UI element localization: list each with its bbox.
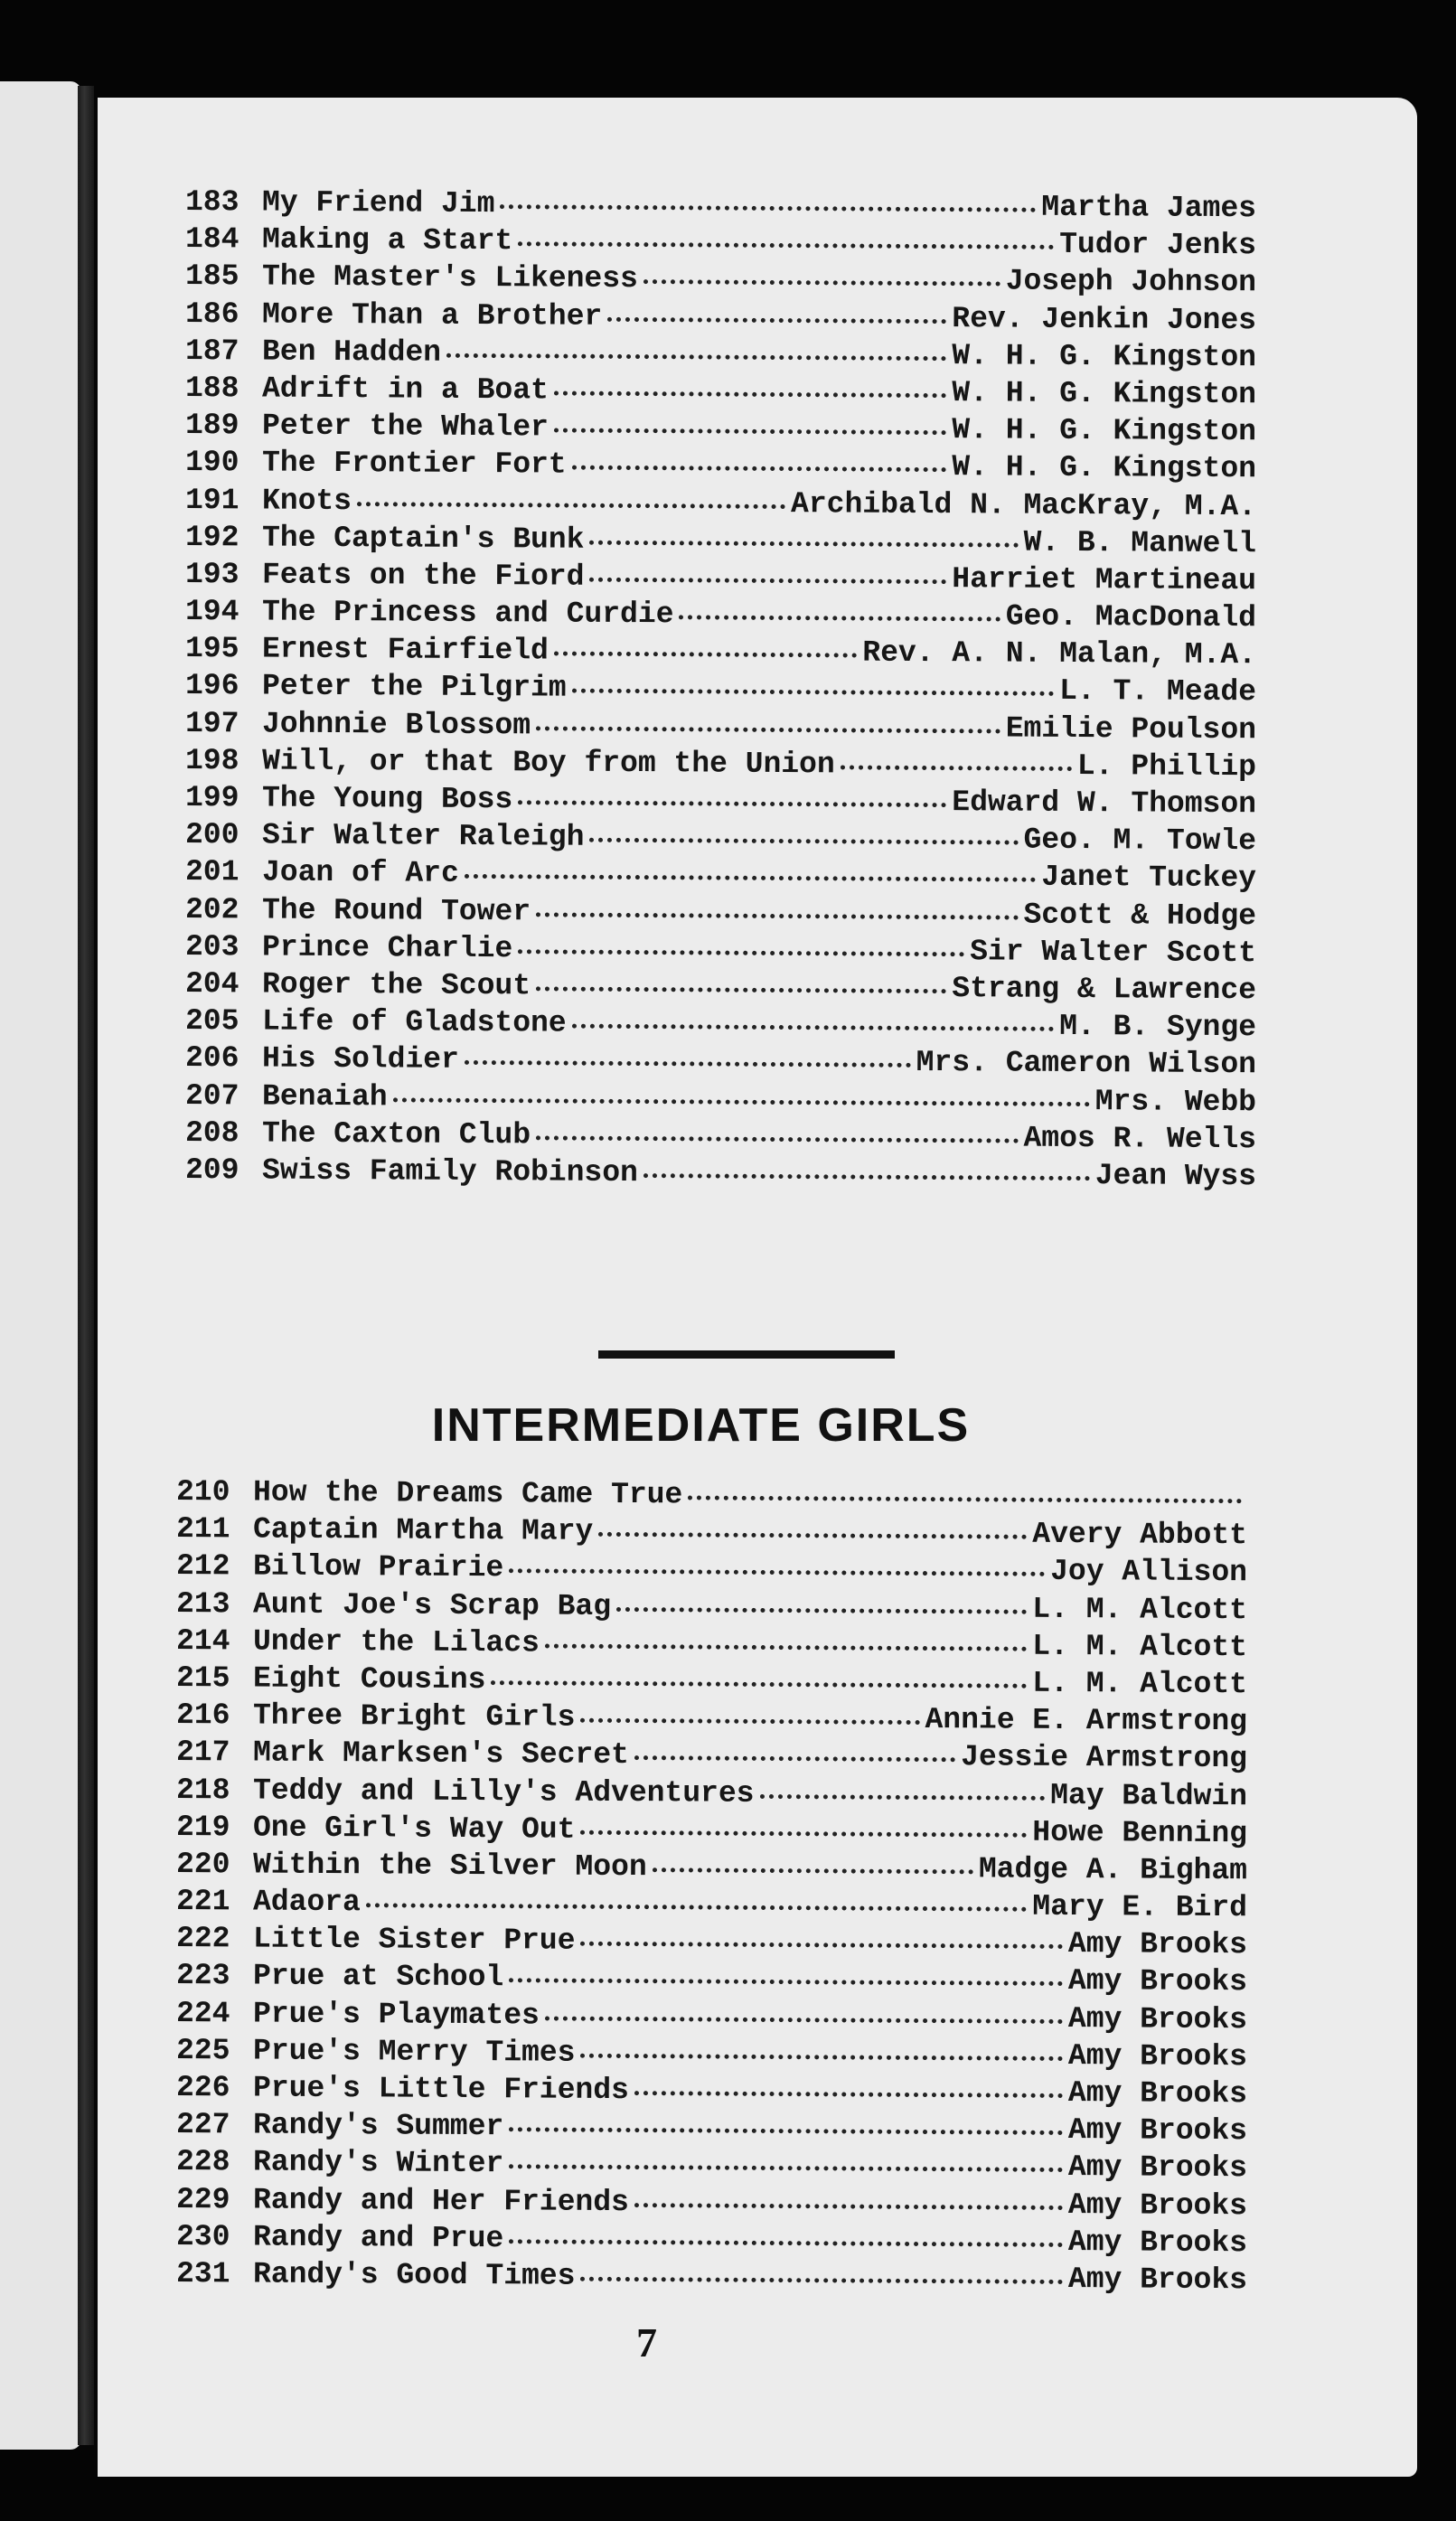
book-number: 189: [184, 409, 240, 443]
book-number: 203: [184, 929, 240, 964]
dot-leader: [634, 1755, 955, 1762]
dot-leader: [500, 204, 1036, 212]
book-title: Sir Walter Raleigh: [261, 818, 585, 854]
book-author: Harriet Martineau: [952, 562, 1257, 598]
book-title: Adaora: [252, 1885, 361, 1920]
dot-leader: [572, 466, 947, 473]
book-entry: [185, 334, 1256, 378]
dot-leader: [643, 279, 1000, 286]
book-entry: [176, 1811, 1247, 1854]
book-author: Tudor Jenks: [1059, 228, 1257, 263]
book-entry: [185, 855, 1256, 898]
book-entry: [176, 1959, 1247, 2002]
dot-leader: [536, 912, 1019, 919]
book-author: Archibald N. MacKray, M.A.: [790, 486, 1257, 523]
book-entry: [176, 1736, 1247, 1779]
dot-leader: [589, 838, 1018, 845]
book-number: 208: [184, 1115, 240, 1151]
book-author: Jean Wyss: [1094, 1159, 1257, 1194]
book-author: Edward W. Thomson: [952, 785, 1257, 822]
dot-leader: [688, 1495, 1242, 1503]
book-title: Prue's Little Friends: [252, 2071, 629, 2108]
book-number: 218: [175, 1773, 230, 1807]
book-number: 200: [184, 818, 240, 852]
book-author: May Baldwin: [1050, 1778, 1248, 1813]
dot-leader: [643, 1173, 1090, 1181]
dot-leader: [634, 2091, 1063, 2098]
dot-leader: [509, 2165, 1063, 2173]
book-entry: [176, 2257, 1247, 2300]
book-title: Ben Hadden: [261, 334, 442, 370]
dot-leader: [580, 2277, 1063, 2284]
book-author: Martha James: [1041, 190, 1257, 226]
book-number: 184: [184, 222, 240, 257]
book-number: 223: [175, 1959, 230, 1993]
book-number: 229: [175, 2182, 230, 2216]
book-number: 194: [184, 595, 240, 629]
dot-leader: [554, 390, 947, 398]
book-author: Mrs. Cameron Wilson: [916, 1046, 1257, 1082]
dot-leader: [580, 1718, 919, 1725]
book-number: 228: [175, 2145, 230, 2179]
book-entry: [185, 446, 1256, 489]
book-author: Amy Brooks: [1067, 2038, 1248, 2074]
facing-page-edge: [0, 81, 81, 2450]
book-title: Prince Charlie: [261, 930, 513, 965]
dot-leader: [536, 1135, 1019, 1143]
dot-leader: [572, 689, 1055, 696]
book-author: W. H. G. Kingston: [952, 376, 1257, 412]
book-title: His Soldier: [261, 1041, 459, 1077]
book-author: Amy Brooks: [1067, 2187, 1248, 2223]
book-entry: [185, 297, 1256, 341]
book-entry: [176, 1549, 1247, 1593]
book-number: 198: [184, 743, 240, 778]
book-number: 222: [175, 1922, 230, 1956]
book-number: 216: [175, 1698, 230, 1733]
book-title: Randy's Good Times: [252, 2257, 576, 2293]
book-title: Randy's Summer: [252, 2108, 504, 2144]
book-author: W. H. G. Kingston: [952, 338, 1257, 374]
book-author: Sir Walter Scott: [970, 935, 1257, 970]
book-author: Mary E. Bird: [1032, 1889, 1248, 1925]
book-title: Adrift in a Boat: [261, 372, 549, 408]
book-title: The Round Tower: [261, 893, 531, 928]
book-author: Amy Brooks: [1067, 2150, 1248, 2186]
book-number: 212: [175, 1549, 230, 1584]
book-title: My Friend Jim: [261, 185, 495, 221]
book-author: Rev. Jenkin Jones: [952, 301, 1257, 337]
dot-leader: [509, 1569, 1045, 1577]
book-entry: [176, 1848, 1247, 1891]
book-author: L. T. Meade: [1059, 674, 1257, 710]
dot-leader: [589, 540, 1018, 547]
dot-leader: [465, 874, 1037, 882]
book-title: Aunt Joe's Scrap Bag: [252, 1587, 612, 1623]
book-title: Joan of Arc: [261, 855, 459, 891]
book-title: Knots: [261, 484, 352, 518]
dot-leader: [465, 1060, 911, 1068]
book-author: Geo. M. Towle: [1023, 823, 1257, 859]
book-author: Amy Brooks: [1067, 1964, 1248, 1999]
book-number: 193: [184, 557, 240, 592]
book-number: 196: [184, 669, 240, 703]
book-title: Peter the Whaler: [261, 409, 549, 445]
book-title: Johnnie Blossom: [261, 707, 531, 742]
dot-leader: [509, 1979, 1063, 1987]
book-number: 201: [184, 855, 240, 889]
book-title: Randy's Winter: [252, 2145, 504, 2181]
book-title: Swiss Family Robinson: [261, 1153, 638, 1190]
book-number: 202: [184, 892, 240, 927]
book-entry: [176, 2145, 1247, 2188]
page-number: [0, 2319, 1456, 2366]
dot-leader: [841, 765, 1072, 771]
book-number: 231: [175, 2256, 230, 2291]
page-number-text: 7: [636, 2319, 657, 2366]
book-title: Feats on the Fiord: [261, 558, 585, 594]
book-number: 192: [184, 520, 240, 555]
section-divider: [598, 1350, 895, 1359]
dot-leader: [554, 652, 857, 658]
book-number: 221: [175, 1885, 230, 1919]
book-number: 188: [184, 371, 240, 406]
book-author: Amos R. Wells: [1023, 1121, 1257, 1156]
dot-leader: [607, 316, 946, 323]
book-author: Geo. MacDonald: [1005, 599, 1257, 635]
book-entry: [185, 521, 1256, 564]
book-number: 199: [184, 781, 240, 815]
book-author: Avery Abbott: [1032, 1517, 1248, 1553]
book-author: W. B. Manwell: [1023, 525, 1257, 560]
girls-book-list: [175, 1475, 1248, 2298]
book-number: 227: [175, 2108, 230, 2142]
dot-leader: [554, 428, 947, 436]
dot-leader: [679, 615, 1000, 621]
book-entry: [185, 558, 1256, 601]
book-author: W. H. G. Kingston: [952, 450, 1257, 486]
book-number: 207: [184, 1078, 240, 1113]
book-author: Emilie Poulson: [1005, 711, 1257, 747]
dot-leader: [518, 241, 1054, 249]
book-number: 187: [184, 334, 240, 369]
book-entry: [185, 1041, 1256, 1085]
book-title: Prue's Playmates: [252, 1997, 540, 2033]
book-author: Amy Brooks: [1067, 2113, 1248, 2149]
book-entry: [185, 930, 1256, 974]
book-author: L. M. Alcott: [1032, 1592, 1248, 1627]
book-title: Prue at School: [252, 1959, 504, 1995]
book-author: Amy Brooks: [1067, 2076, 1248, 2112]
book-number: 186: [184, 296, 240, 331]
section-heading-text: INTERMEDIATE GIRLS: [431, 1399, 971, 1452]
book-number: 185: [184, 259, 240, 294]
book-author: Amy Brooks: [1067, 2262, 1248, 2298]
book-title: Billow Prairie: [252, 1549, 504, 1585]
book-title: Three Bright Girls: [252, 1698, 576, 1735]
dot-leader: [509, 2127, 1063, 2135]
book-author: Scott & Hodge: [1023, 898, 1257, 933]
dot-leader: [393, 1097, 1090, 1106]
book-author: W. H. G. Kingston: [952, 413, 1257, 449]
dot-leader: [357, 502, 785, 509]
book-title: Mark Marksen's Secret: [252, 1736, 629, 1773]
book-entry: [176, 2220, 1247, 2263]
dot-leader: [491, 1680, 1027, 1689]
book-author: Joy Allison: [1050, 1555, 1248, 1590]
book-number: 191: [184, 483, 240, 517]
book-number: 183: [184, 185, 240, 220]
dot-leader: [634, 2203, 1063, 2210]
dot-leader: [759, 1793, 1045, 1800]
dot-leader: [598, 1532, 1027, 1539]
book-entry: [185, 1116, 1256, 1160]
book-author: Amy Brooks: [1067, 2225, 1248, 2260]
book-entry: [185, 1153, 1256, 1197]
book-title: Making a Start: [261, 222, 513, 259]
book-author: Annie E. Armstrong: [925, 1703, 1248, 1739]
book-entry: [176, 1997, 1247, 2040]
book-title: The Frontier Fort: [261, 446, 567, 482]
book-author: Amy Brooks: [1067, 2001, 1248, 2037]
book-entry: [185, 893, 1256, 936]
book-author: L. Phillip: [1076, 748, 1257, 785]
book-number: 210: [175, 1475, 230, 1510]
book-author: Rev. A. N. Malan, M.A.: [862, 635, 1257, 673]
book-title: Within the Silver Moon: [252, 1848, 647, 1885]
book-entry: [185, 259, 1256, 303]
book-number: 225: [175, 2033, 230, 2068]
dot-leader: [536, 986, 946, 993]
book-title: The Captain's Bunk: [261, 521, 585, 557]
book-title: Prue's Merry Times: [252, 2034, 576, 2070]
book-entry: [176, 2183, 1247, 2226]
dot-leader: [589, 578, 946, 584]
book-number: 205: [184, 1004, 240, 1039]
book-entry: [176, 1587, 1247, 1631]
dot-leader: [616, 1607, 1027, 1614]
book-author: L. M. Alcott: [1032, 1629, 1248, 1664]
book-author: Mrs. Webb: [1094, 1084, 1257, 1119]
book-entry: [176, 1773, 1247, 1817]
book-author: Joseph Johnson: [1005, 264, 1257, 300]
book-title: Teddy and Lilly's Adventures: [252, 1773, 755, 1811]
book-title: The Master's Likeness: [261, 259, 638, 296]
book-number: 195: [184, 632, 240, 666]
book-number: 230: [175, 2219, 230, 2254]
book-spine: [78, 86, 94, 2445]
book-title: Will, or that Boy from the Union: [261, 744, 835, 782]
book-author: Madge A. Bigham: [978, 1852, 1248, 1888]
book-title: Benaiah: [261, 1079, 388, 1114]
book-title: Captain Martha Mary: [252, 1512, 594, 1549]
book-entry: [185, 707, 1256, 750]
book-number: 219: [175, 1810, 230, 1845]
book-title: Randy and Her Friends: [252, 2183, 629, 2219]
book-entry: [185, 669, 1256, 712]
dot-leader: [580, 2054, 1063, 2061]
book-author: Janet Tuckey: [1041, 861, 1257, 896]
book-author: Howe Benning: [1032, 1815, 1248, 1850]
book-title: More Than a Brother: [261, 297, 603, 334]
book-title: Under the Lilacs: [252, 1624, 540, 1660]
book-author: M. B. Synge: [1059, 1010, 1257, 1045]
book-number: 211: [175, 1512, 230, 1547]
book-number: 217: [175, 1736, 230, 1770]
book-entry: [185, 1079, 1256, 1123]
dot-leader: [536, 726, 1000, 733]
book-title: Life of Gladstone: [261, 1004, 567, 1040]
book-title: Little Sister Prue: [252, 1922, 576, 1958]
book-title: The Young Boss: [261, 781, 513, 817]
book-number: 214: [175, 1623, 230, 1659]
book-title: Peter the Pilgrim: [261, 669, 567, 706]
book-number: 226: [175, 2071, 230, 2105]
book-number: 215: [175, 1660, 230, 1696]
dot-leader: [446, 353, 946, 361]
book-title: Eight Cousins: [252, 1661, 486, 1698]
dot-leader: [653, 1867, 973, 1874]
dot-leader: [580, 1830, 1027, 1837]
book-number: 206: [184, 1041, 240, 1076]
dot-leader: [509, 2239, 1063, 2247]
book-author: Strang & Lawrence: [952, 972, 1257, 1008]
book-title: Randy and Prue: [252, 2220, 504, 2255]
book-entry: [176, 1624, 1247, 1668]
book-title: Ernest Fairfield: [261, 632, 549, 668]
book-author: Amy Brooks: [1067, 1927, 1248, 1962]
dot-leader: [518, 800, 946, 807]
book-title: How the Dreams Came True: [252, 1475, 683, 1512]
book-number: 220: [175, 1847, 230, 1882]
dot-leader: [518, 949, 964, 956]
book-title: One Girl's Way Out: [252, 1811, 576, 1847]
dot-leader: [572, 1024, 1055, 1031]
book-author: Jessie Armstrong: [961, 1740, 1248, 1776]
book-title: The Princess and Curdie: [261, 595, 674, 632]
book-entry: [185, 484, 1256, 527]
book-number: 224: [175, 1996, 230, 2030]
book-number: 213: [175, 1586, 230, 1621]
book-title: The Caxton Club: [261, 1116, 531, 1152]
boys-book-list: [184, 185, 1257, 1194]
dot-leader: [545, 1643, 1028, 1651]
book-number: 197: [184, 706, 240, 740]
book-title: Roger the Scout: [261, 967, 531, 1003]
dot-leader: [366, 1903, 1028, 1911]
book-author: L. M. Alcott: [1032, 1666, 1248, 1702]
book-number: 204: [184, 966, 240, 1002]
dot-leader: [545, 2016, 1063, 2024]
book-number: 190: [184, 446, 240, 480]
book-number: 209: [184, 1152, 240, 1188]
dot-leader: [580, 1942, 1063, 1949]
book-entry: [176, 2034, 1247, 2077]
book-entry: [185, 744, 1256, 787]
section-heading: [0, 1398, 1456, 1453]
